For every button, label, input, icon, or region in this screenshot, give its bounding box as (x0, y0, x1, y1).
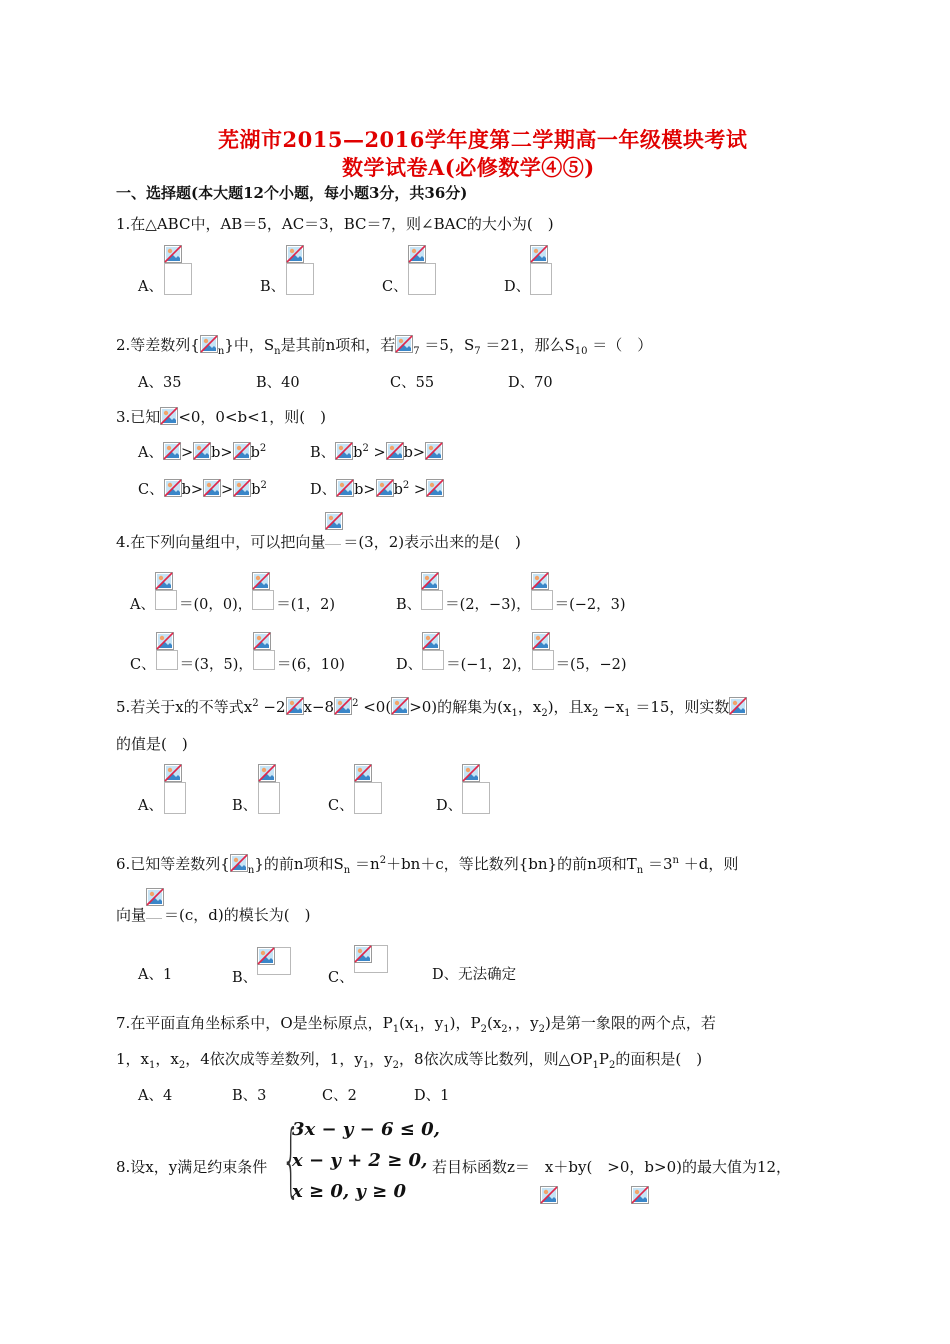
q7-h: 2 (480, 1024, 487, 1035)
q3-d-sq: 2 (402, 480, 410, 492)
question-3-stem (116, 406, 326, 427)
q2-text-g: ＝5，S (424, 336, 475, 354)
q4-option-b (396, 572, 626, 614)
broken-image-icon (164, 764, 186, 814)
q7-l: 2 (538, 1024, 546, 1035)
q4-a-label: A、 (130, 597, 155, 613)
q6-sub-n: n (247, 865, 255, 876)
q2-option-d: D、70 (508, 375, 553, 391)
section-heading: 一、选择题(本大题12个小题，每小题3分，共36分) (116, 184, 468, 202)
q7-e: ，y (419, 1014, 444, 1032)
q5-t-g: >0)的解集为(x (409, 698, 512, 716)
q4-text-b: ＝(3，2)表示出来的是( ) (343, 533, 521, 551)
q6-sub-n2: n (343, 865, 351, 876)
q7-option-c: C、2 (322, 1088, 357, 1104)
q6-option-d: D、无法确定 (432, 967, 517, 983)
q7-2k: P (598, 1050, 609, 1068)
q2-text-k: ＝（ ） (592, 336, 653, 354)
q2-sub-n2: n (274, 346, 281, 357)
q3-option-d (310, 478, 444, 499)
q2-sub-7b: 7 (474, 346, 481, 357)
q7-option-d: D、1 (414, 1088, 450, 1104)
broken-image-icon (155, 572, 179, 610)
q2-sub-10: 10 (574, 346, 588, 357)
broken-image-icon (376, 479, 394, 497)
broken-image-icon (258, 764, 280, 814)
q4-a-1: ＝(0，0)， (178, 597, 253, 613)
q7-b: 1 (392, 1024, 400, 1035)
q7-m: )是第一象限的两个点，若 (545, 1014, 716, 1032)
q5-t-i: ，x (517, 698, 542, 716)
q4-b-1: ＝(2，−3)， (445, 597, 531, 613)
broken-image-icon (530, 245, 552, 295)
q4-a-2: ＝(1，2) (276, 597, 336, 613)
q7-j: 2 (501, 1024, 508, 1035)
broken-image-icon (286, 245, 314, 295)
q2-option-a: A、35 (138, 375, 182, 391)
broken-image-icon (408, 245, 436, 295)
q3-text-a: 3.已知 (116, 408, 161, 426)
q7-2i: ，8依次成等比数列，则△OP (399, 1050, 593, 1068)
q7-2m: 的面积是( ) (615, 1050, 703, 1068)
q3-option-a (138, 441, 266, 462)
broken-image-icon (335, 442, 353, 460)
q4-c-label: C、 (130, 657, 156, 673)
q3-d-2: b (393, 482, 403, 498)
broken-image-icon (336, 479, 354, 497)
question-8-objective: 若目标函数z＝ x＋by( >0，b>0)的最大值为12， (432, 1158, 792, 1176)
q3-a-sq: 2 (259, 443, 267, 455)
q4-option-c (130, 632, 345, 674)
q7-2h: 2 (392, 1060, 400, 1071)
question-4-stem (116, 512, 521, 552)
q3-a-1: > (180, 445, 194, 461)
broken-image-icon (160, 407, 178, 425)
q7-2f: 1 (362, 1060, 370, 1071)
q7-2c: ，x (155, 1050, 179, 1068)
q4-d-1: ＝(−1，2)， (446, 657, 532, 673)
q2-option-c: C、55 (390, 375, 435, 391)
broken-image-icon (146, 888, 164, 920)
q4-c-1: ＝(3，5)， (179, 657, 253, 673)
q5-sup-2b: 2 (352, 698, 359, 709)
q6-l2-b: ＝(c，d)的模长为( ) (164, 906, 311, 924)
q7-2l: 2 (608, 1060, 616, 1071)
q5-sub-1: 1 (511, 708, 518, 719)
q6-sup-n: n (672, 855, 679, 866)
q3-option-c (138, 478, 267, 499)
broken-image-icon (426, 479, 444, 497)
q7-option-b: B、3 (232, 1088, 267, 1104)
q7-2j: 1 (592, 1060, 599, 1071)
broken-image-icon (462, 764, 490, 814)
q5-sub-2c: 2 (592, 708, 599, 719)
q3-a-2: b> (211, 445, 233, 461)
q4-b-label: B、 (396, 597, 422, 613)
option-c-label: C、 (382, 279, 408, 295)
q6-l2-a: 向量 (116, 906, 147, 924)
q3-b-sq: 2 (362, 443, 369, 455)
q3-c-3: b (251, 482, 261, 498)
q3-a-3: b (250, 445, 260, 461)
broken-image-icon (354, 764, 382, 814)
question-7-line2 (116, 1048, 702, 1071)
q5-option-b: B、 (232, 798, 258, 814)
q7-g: )，P (449, 1014, 481, 1032)
broken-image-icon (354, 945, 388, 975)
q2-sub-7: 7 (413, 346, 420, 357)
constraint-2: x − y + 2 ≥ 0, (292, 1150, 428, 1171)
broken-image-icon (391, 697, 409, 715)
q7-d: 1 (413, 1024, 420, 1035)
q6-b-label: B、 (232, 970, 258, 986)
option-d-label: D、 (504, 279, 531, 295)
q7-2d: 2 (178, 1060, 186, 1071)
q7-c: (x (399, 1014, 414, 1032)
q3-b-label: B、 (310, 445, 336, 461)
q5-t-a: 5.若关于x的不等式x (116, 698, 253, 716)
broken-image-icon (193, 442, 211, 460)
q3-c-label: C、 (138, 482, 164, 498)
option-a-label: A、 (138, 279, 163, 295)
q6-t-i: ＝3 (643, 855, 673, 873)
exam-subtitle: 数学试卷A(必修数学④⑤) (342, 155, 595, 180)
q7-2b: 1 (149, 1060, 156, 1071)
q6-t-c: }的前n项和S (254, 855, 344, 873)
question-5-line2: 的值是( ) (116, 735, 188, 753)
q5-t-d: x−8 (303, 698, 335, 716)
q7-f: 1 (443, 1024, 450, 1035)
question-6-stem (116, 853, 738, 876)
q5-sup-2: 2 (252, 698, 259, 709)
constraint-1: 3x − y − 6 ≤ 0, (292, 1119, 440, 1140)
broken-image-icon (253, 632, 277, 670)
question-7-line1 (116, 1012, 716, 1035)
q3-d-1: b> (354, 482, 376, 498)
broken-image-icon (386, 442, 404, 460)
broken-image-icon (163, 442, 181, 460)
broken-image-icon (233, 442, 251, 460)
q5-option-a: A、 (138, 798, 163, 814)
q2-text-i: ＝21，那么S (485, 336, 575, 354)
q7-2a: 1，x (116, 1050, 150, 1068)
question-1-stem: 1.在△ABC中，AB＝5，AC＝3，BC＝7，则∠BAC的大小为( ) (116, 215, 554, 233)
q2-text-e: 是其前n项和，若 (280, 336, 396, 354)
system-brace: { (282, 1113, 300, 1206)
q6-option-c (328, 945, 388, 987)
question-6-line2 (116, 888, 310, 925)
q6-t-k: ＋d，则 (678, 855, 739, 873)
broken-image-icon (421, 572, 445, 610)
q7-a: 7.在平面直角坐标系中，O是坐标原点，P (116, 1014, 393, 1032)
broken-image-icon (540, 1186, 558, 1204)
q5-t-k: )，且x (547, 698, 592, 716)
q2-sub-n: n (217, 346, 225, 357)
broken-image-icon (203, 479, 221, 497)
option-b-label: B、 (260, 279, 286, 295)
q6-option-a: A、1 (138, 967, 173, 983)
q6-option-b (232, 947, 291, 987)
q5-option-d: D、 (436, 798, 463, 814)
q6-t-g: ＋bn＋c，等比数列{bn}的前n项和T (386, 855, 637, 873)
q7-k: ，，y (507, 1014, 539, 1032)
q4-c-2: ＝(6，10) (276, 657, 345, 673)
q3-b-3: b> (403, 445, 426, 461)
broken-image-icon (531, 572, 555, 610)
q3-c-1: b> (181, 482, 204, 498)
q6-t-e: ＝n (350, 855, 380, 873)
broken-image-icon (164, 245, 192, 295)
broken-image-icon (422, 632, 446, 670)
broken-image-icon (286, 697, 304, 715)
broken-image-icon (395, 335, 413, 353)
broken-image-icon (233, 479, 251, 497)
question-8-stem: 8.设x，y满足约束条件 (116, 1158, 268, 1176)
q2-text-a: 2.等差数列{ (116, 336, 200, 354)
q6-t-a: 6.已知等差数列{ (116, 855, 230, 873)
q2-option-b: B、40 (256, 375, 300, 391)
q7-i: (x (486, 1014, 502, 1032)
q6-c-label: C、 (328, 970, 354, 986)
q6-sub-n3: n (636, 865, 644, 876)
broken-image-icon (257, 947, 291, 977)
q4-text-a: 4.在下列向量组中，可以把向量 (116, 533, 326, 551)
broken-image-icon (325, 512, 343, 546)
q6-sup-2: 2 (379, 855, 387, 866)
constraint-3: x ≥ 0, y ≥ 0 (292, 1181, 407, 1202)
q5-sub-1b: 1 (624, 708, 631, 719)
broken-image-icon (230, 854, 248, 872)
q4-option-d (396, 632, 626, 674)
q5-t-c: −2 (258, 698, 286, 716)
q7-option-a: A、4 (138, 1088, 173, 1104)
broken-image-icon (425, 442, 443, 460)
q2-text-c: }中，S (224, 336, 275, 354)
q5-t-f: <0( (358, 698, 392, 716)
q3-text-b: <0，0<b<1，则( ) (178, 408, 326, 426)
exam-title: 芜湖市2015—2016学年度第二学期高一年级模块考试 (218, 127, 748, 152)
q4-b-2: ＝(−2，3) (554, 597, 626, 613)
broken-image-icon (729, 697, 747, 715)
broken-image-icon (532, 632, 556, 670)
q3-b-2: > (373, 445, 386, 461)
broken-image-icon (252, 572, 276, 610)
q3-d-label: D、 (310, 482, 337, 498)
q5-option-c: C、 (328, 798, 354, 814)
broken-image-icon (164, 479, 182, 497)
q4-d-label: D、 (396, 657, 423, 673)
q4-d-2: ＝(5，−2) (555, 657, 627, 673)
q3-option-b (310, 441, 443, 462)
question-2-stem (116, 334, 652, 357)
broken-image-icon (156, 632, 180, 670)
q4-option-a (130, 572, 335, 614)
broken-image-icon (200, 335, 218, 353)
q5-sub-2: 2 (541, 708, 548, 719)
broken-image-icon (334, 697, 352, 715)
q3-b-1: b (353, 445, 363, 461)
q3-a-label: A、 (138, 445, 163, 461)
broken-image-icon (631, 1186, 649, 1204)
q3-c-sq: 2 (260, 480, 267, 492)
q7-2g: ，y (369, 1050, 393, 1068)
q5-t-o: ＝15，则实数 (630, 698, 730, 716)
q5-t-m: −x (598, 698, 625, 716)
q3-c-2: > (221, 482, 234, 498)
q7-2e: ，4依次成等差数列，1，y (185, 1050, 363, 1068)
q3-d-3: > (413, 482, 427, 498)
question-5-stem (116, 696, 747, 719)
